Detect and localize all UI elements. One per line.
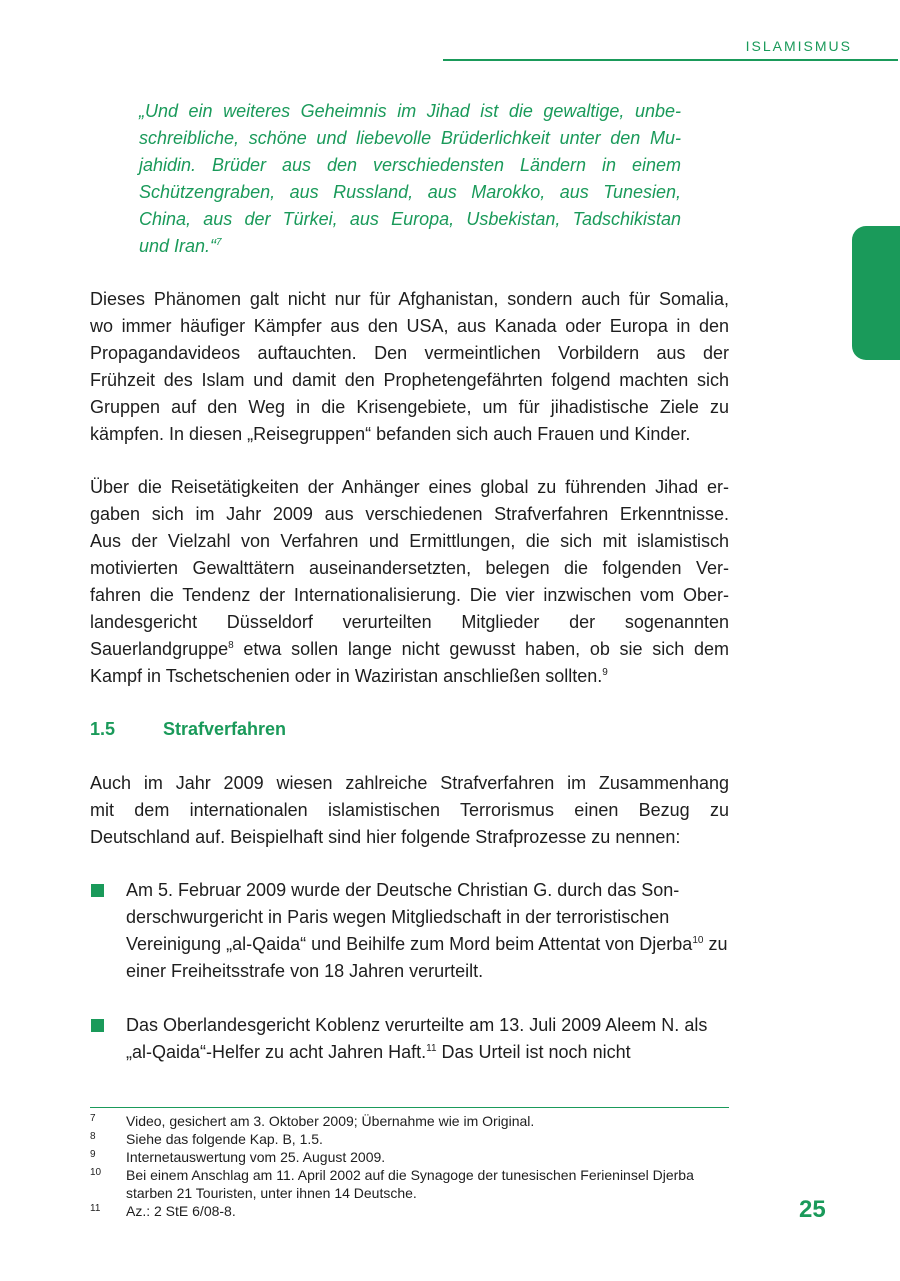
quote-line-text: und Iran.“	[139, 236, 217, 256]
paragraph-1	[90, 286, 729, 448]
paragraph-line: kämpfen. In diesen „Reisegruppen“ befanden sich auch Frauen und Kinder.	[90, 424, 691, 444]
bullet-square-icon	[91, 1019, 104, 1032]
footnote-ref[interactable]: 10	[692, 935, 704, 946]
paragraph-line: gaben sich im Jahr 2009 aus verschiedenen Strafverfahren Erkenntnisse.	[90, 504, 729, 524]
chapter-tab	[852, 226, 900, 360]
footnote-text: Video, gesichert am 3. Oktober 2009; Übernahme wie im Original.	[126, 1113, 535, 1129]
paragraph-line: Über die Reisetätigkeiten der Anhänger eines global zu führenden Jihad er-	[90, 477, 729, 497]
footnote-ref[interactable]: 11	[426, 1043, 437, 1054]
paragraph-line	[90, 663, 729, 690]
paragraph-line: Deutschland auf. Beispielhaft sind hier folgende Strafprozesse zu nennen:	[90, 827, 681, 847]
footnote-text: Bei einem Anschlag am 11. April 2002 auf die Synagoge der tunesischen Ferieninsel Djerba starben 21 Touristen, unter ihnen 14 Deutsche.	[126, 1167, 694, 1201]
footnote	[90, 1148, 730, 1166]
quote-line: „Und ein weiteres Geheimnis im Jihad ist die gewaltige, unbe-	[139, 101, 681, 121]
footnotes	[90, 1112, 730, 1220]
paragraph-text: Sauerlandgruppe	[90, 639, 229, 659]
quote-line: jahidin. Brüder aus den verschiedensten Ländern in einem	[139, 155, 681, 175]
footnote-ref[interactable]: 8	[228, 640, 234, 651]
footnote-number: 7	[90, 1113, 96, 1124]
paragraph-text: Kampf in Tschetschenien oder in Waziristan anschließen sollten.	[90, 666, 603, 686]
page-number: 25	[799, 1196, 826, 1223]
paragraph-2	[90, 474, 729, 690]
quote-line: schreibliche, schöne und liebevolle Brüderlichkeit unter den Mu-	[139, 128, 681, 148]
list-item	[126, 1012, 729, 1066]
paragraph-line: Dieses Phänomen galt nicht nur für Afghanistan, sondern auch für Somalia,	[90, 289, 729, 309]
footnote	[90, 1166, 730, 1202]
header-rule	[443, 59, 898, 61]
quote-line: China, aus der Türkei, aus Europa, Usbekistan, Tadschikistan	[139, 209, 681, 229]
list-item	[126, 877, 729, 985]
list-item-text: als „al-Qaida“-Helfer zu acht Jahren Haft.	[126, 1015, 708, 1062]
list-item-text: Das Urteil ist noch nicht	[436, 1042, 631, 1062]
section-number: 1.5	[90, 719, 116, 739]
list-item-line: Das Oberlandesgericht Koblenz verurteilte am 13. Juli 2009 Aleem N.	[126, 1015, 680, 1035]
footnote	[90, 1112, 730, 1130]
footnote-rule	[90, 1107, 729, 1108]
footnote-ref[interactable]: 7	[216, 237, 222, 248]
list-item-line: derschwurgericht in Paris wegen Mitgliedschaft in der terroristischen	[126, 907, 670, 927]
footnote-number: 10	[90, 1167, 102, 1178]
footnote-text: Az.: 2 StE 6/08-8.	[126, 1203, 236, 1219]
paragraph-line	[90, 636, 729, 663]
footnote	[90, 1202, 730, 1220]
paragraph-line: landesgericht Düsseldorf verurteilten Mitglieder der sogenannten	[90, 612, 729, 632]
paragraph-text: etwa sollen lange nicht gewusst haben, ob sie sich dem	[233, 639, 729, 659]
footnote-text: Internetauswertung vom 25. August 2009.	[126, 1149, 386, 1165]
list-item-text: Vereinigung „al-Qaida“ und Beihilfe zum Mord beim Attentat von Djerba	[126, 934, 693, 954]
quote-block	[139, 98, 681, 260]
footnote-number: 8	[90, 1131, 96, 1142]
section-title: Strafverfahren	[163, 719, 287, 739]
paragraph-line: Gruppen auf den Weg in die Krisengebiete, um für jihadistische Ziele zu	[90, 397, 729, 417]
list-item-line: zu einer Freiheitsstrafe von 18 Jahren verurteilt.	[126, 934, 728, 981]
paragraph-line: Aus der Vielzahl von Verfahren und Ermittlungen, die sich mit islamistisch	[90, 531, 729, 551]
paragraph-line: fahren die Tendenz der Internationalisierung. Die vier inzwischen vom Ober-	[90, 585, 729, 605]
footnote-ref[interactable]: 9	[602, 667, 608, 678]
quote-line-last	[139, 233, 681, 260]
paragraph-line: Propagandavideos auftauchten. Den vermeintlichen Vorbildern aus der	[90, 343, 729, 363]
paragraph-line: motivierten Gewalttätern auseinandersetzten, belegen die folgenden Ver-	[90, 558, 729, 578]
running-header: ISLAMISMUS	[745, 38, 852, 54]
paragraph-line: Auch im Jahr 2009 wiesen zahlreiche Strafverfahren im Zusammenhang	[90, 773, 729, 793]
paragraph-line: mit dem internationalen islamistischen Terrorismus einen Bezug zu	[90, 800, 729, 820]
list-item-line: Am 5. Februar 2009 wurde der Deutsche Christian G. durch das Son-	[126, 880, 680, 900]
footnote	[90, 1130, 730, 1148]
section-heading	[90, 716, 286, 743]
list-item-line	[126, 934, 703, 954]
paragraph-line: Frühzeit des Islam und damit den Prophetengefährten folgend machten sich	[90, 370, 729, 390]
quote-line: Schützengraben, aus Russland, aus Marokko, aus Tunesien,	[139, 182, 681, 202]
footnote-text: Siehe das folgende Kap. B, 1.5.	[126, 1131, 323, 1147]
paragraph-line: wo immer häufiger Kämpfer aus den USA, aus Kanada oder Europa in den	[90, 316, 729, 336]
paragraph-3	[90, 770, 729, 851]
bullet-square-icon	[91, 884, 104, 897]
footnote-number: 11	[90, 1203, 101, 1214]
footnote-number: 9	[90, 1149, 96, 1160]
